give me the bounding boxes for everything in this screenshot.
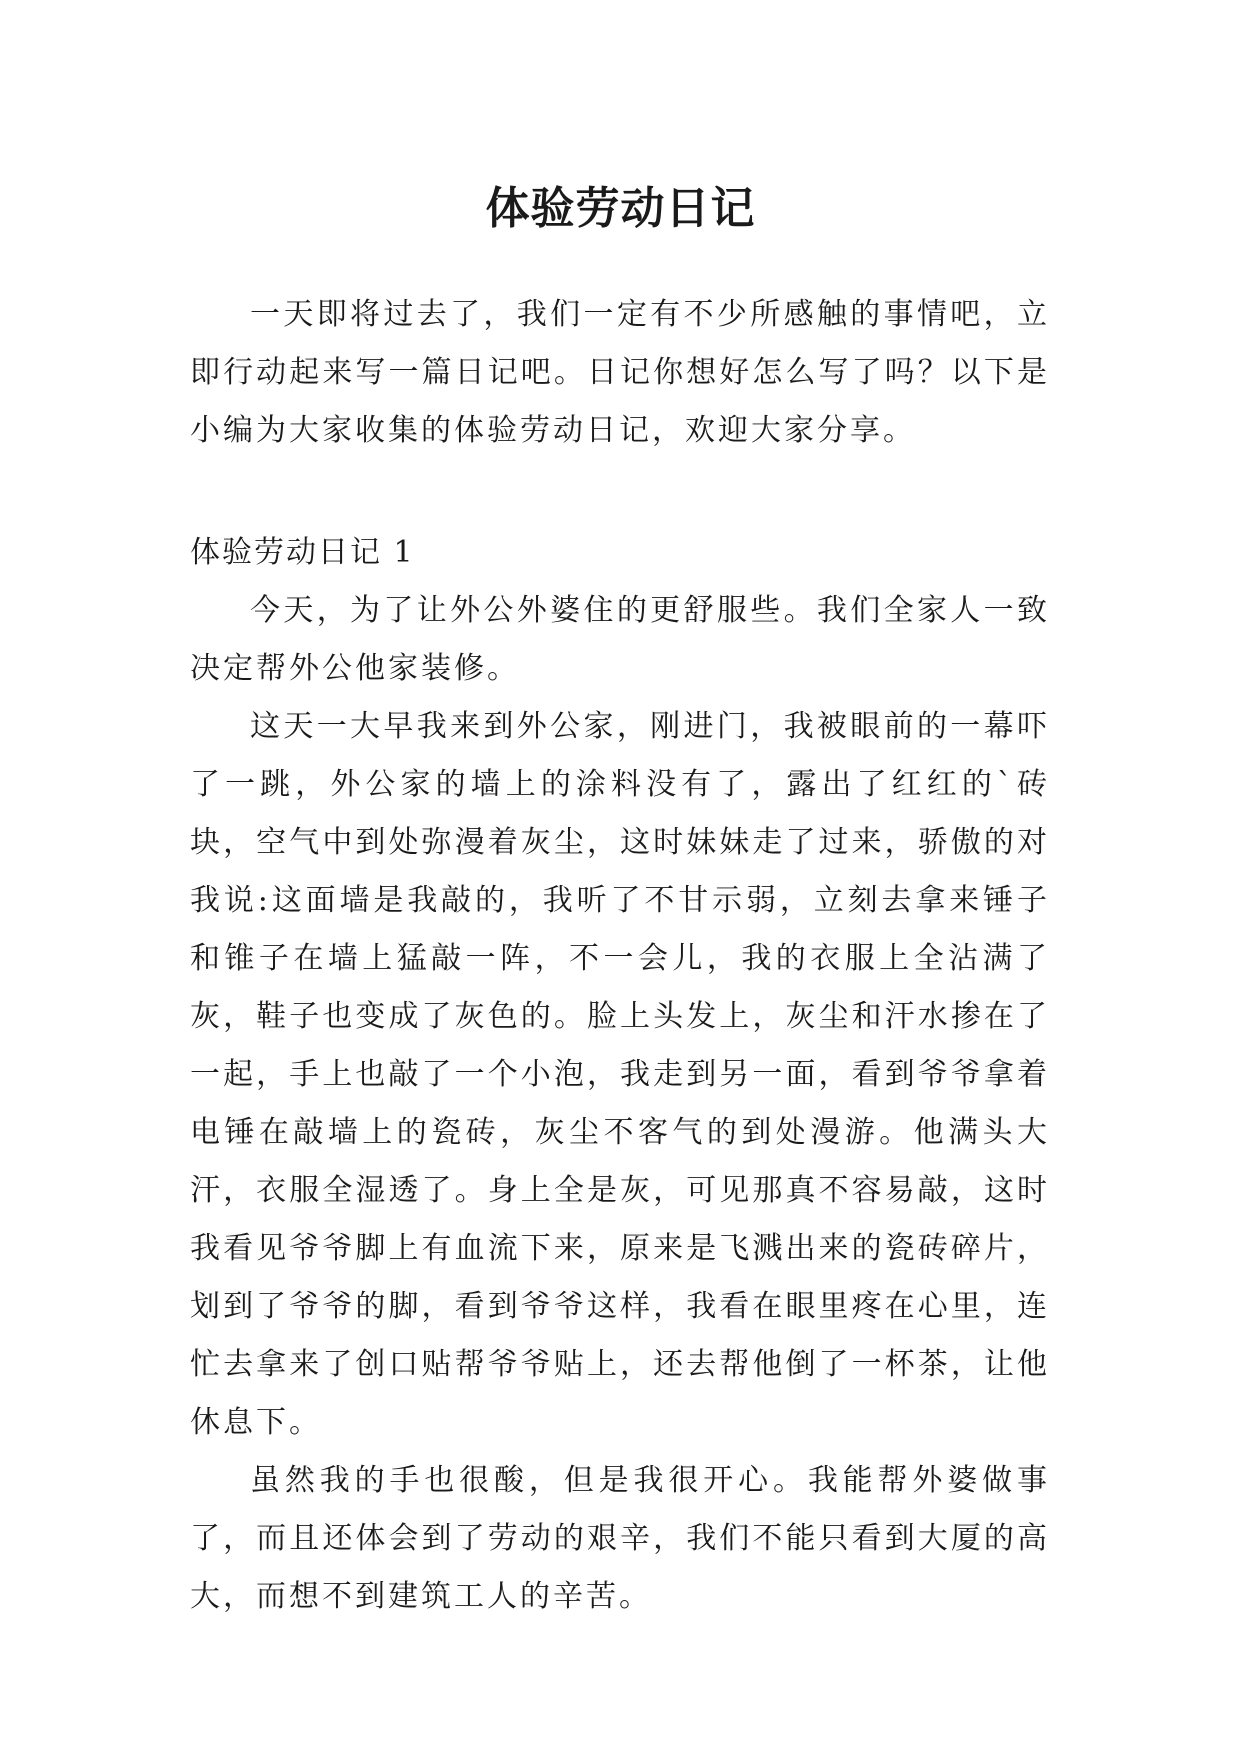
- section-heading: 体验劳动日记 1: [190, 535, 415, 570]
- body-paragraph: 虽然我的手也很酸，但是我很开心。我能帮外婆做事了，而且还体会到了劳动的艰辛，我们不能只看到大厦的高大，而想不到建筑工人的辛苦。: [190, 1463, 1050, 1614]
- document-title: 体验劳动日记: [485, 183, 756, 235]
- intro-paragraph: 一天即将过去了，我们一定有不少所感触的事情吧，立即行动起来写一篇日记吧。日记你想好怎么写了吗？以下是小编为大家收集的体验劳动日记，欢迎大家分享。: [190, 297, 1050, 448]
- body-paragraph: 今天，为了让外公外婆住的更舒服些。我们全家人一致决定帮外公他家装修。: [190, 593, 1050, 686]
- body-paragraph: 这天一大早我来到外公家，刚进门，我被眼前的一幕吓了一跳，外公家的墙上的涂料没有了，露出了红红的`砖块，空气中到处弥漫着灰尘，这时妹妹走了过来，骄傲的对我说:这面墙是我敲的，我听了不甘示弱，立刻去拿来锤子和锥子在墙上猛敲一阵，不一会儿，我的衣服上全沾满了灰，鞋子也变成了灰色的。脸上头发上，灰尘和汗水掺在了一起，手上也敲了一个小泡，我走到另一面，看到爷爷拿着电锤在敲墙上的瓷砖，灰尘不客气的到处漫游。他满头大汗，衣服全湿透了。身上全是灰，可见那真不容易敲，这时我看见爷爷脚上有血流下来，原来是飞溅出来的瓷砖碎片，划到了爷爷的脚，看到爷爷这样，我看在眼里疼在心里，连忙去拿来了创口贴帮爷爷贴上，还去帮他倒了一杯茶，让他休息下。: [190, 709, 1050, 1440]
- document-body: [190, 286, 1050, 1626]
